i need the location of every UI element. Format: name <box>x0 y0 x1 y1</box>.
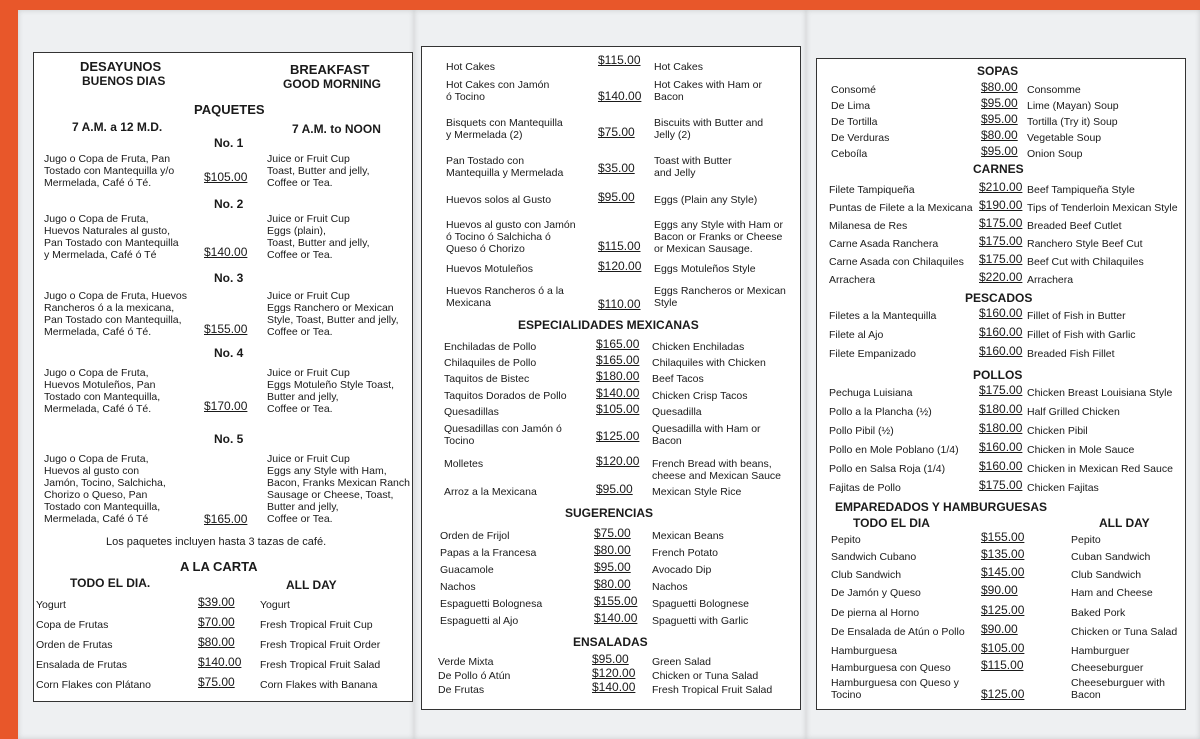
menu-item-es: Pollo en Salsa Roja (1/4) <box>829 463 946 475</box>
menu-item-es: De Jamón y Queso <box>831 587 921 599</box>
menu-item-price: $120.00 <box>598 259 642 273</box>
menu-item-es: Hamburguesa <box>831 645 897 657</box>
menu-item-en: Toast with Butter and Jelly <box>654 155 732 179</box>
menu-item-price: $180.00 <box>596 369 640 383</box>
package-desc-en: Juice or Fruit Cup Toast, Butter and jelly, Coffee or Tea. <box>267 153 370 189</box>
menu-item-es: Pan Tostado con Mantequilla y Mermelada <box>446 155 564 179</box>
package-number: No. 5 <box>214 432 244 446</box>
menu-item-en: Mexican Beans <box>652 530 724 542</box>
menu-item-en: Club Sandwich <box>1071 569 1142 581</box>
packages-note: Los paquetes incluyen hasta 3 tazas de café. <box>106 536 327 548</box>
menu-item-en: Green Salad <box>652 656 711 668</box>
package-desc-es: Jugo o Copa de Fruta, Pan Tostado con Mantequilla y/o Mermelada, Café ó Té. <box>44 153 175 189</box>
menu-item-en: Hamburguer <box>1071 645 1130 657</box>
menu-item-es: Taquitos Dorados de Pollo <box>444 390 567 402</box>
menu-item-en: Chicken in Mole Sauce <box>1027 444 1135 456</box>
carta-item-price: $75.00 <box>198 675 235 689</box>
menu-item-es: Verde Mixta <box>438 656 494 668</box>
menu-item-es: Club Sandwich <box>831 569 902 581</box>
menu-item-en: Quesadilla <box>652 406 702 418</box>
menu-item-en: Nachos <box>652 581 688 593</box>
all-day-en: ALL DAY <box>286 578 337 592</box>
package-desc-es: Jugo o Copa de Fruta, Huevos Motuleños, Pan Tostado con Mantequilla, Mermelada, Café ó Té. <box>44 367 161 415</box>
menu-item-en: Cuban Sandwich <box>1071 551 1151 563</box>
carta-item-en: Corn Flakes with Banana <box>260 679 378 691</box>
carnes-heading: CARNES <box>973 162 1024 176</box>
menu-item-price: $140.00 <box>592 680 636 694</box>
sug-heading: SUGERENCIAS <box>565 506 654 520</box>
menu-item-en: Eggs (Plain any Style) <box>654 194 758 206</box>
menu-item-price: $175.00 <box>979 383 1023 397</box>
menu-item-es: Fajitas de Pollo <box>829 482 901 494</box>
emp-heading: EMPAREDADOS Y HAMBURGUESAS <box>835 500 1048 514</box>
carta-item-en: Fresh Tropical Fruit Salad <box>260 659 381 671</box>
menu-item-en: Cheeseburguer with Bacon <box>1071 677 1165 701</box>
subtitle-es: BUENOS DIAS <box>82 74 166 88</box>
carta-item-price: $80.00 <box>198 635 235 649</box>
menu-item-en: Spaguetti Bolognese <box>652 598 749 610</box>
carta-item-en: Fresh Tropical Fruit Cup <box>260 619 373 631</box>
menu-item-en: Beef Tampiqueña Style <box>1027 184 1135 196</box>
menu-item-es: Hamburguesa con Queso <box>831 662 951 674</box>
menu-item-price: $90.00 <box>981 622 1018 636</box>
package-number: No. 3 <box>214 271 244 285</box>
menu-item-price: $160.00 <box>979 344 1023 358</box>
menu-item-es: Nachos <box>440 581 476 593</box>
menu-item-price: $80.00 <box>594 543 631 557</box>
menu-item-price: $115.00 <box>598 53 641 67</box>
menu-item-es: Pollo en Mole Poblano (1/4) <box>829 444 959 456</box>
menu-item-en: Ham and Cheese <box>1071 587 1153 599</box>
menu-item-en: Chilaquiles with Chicken <box>652 357 766 369</box>
package-price: $155.00 <box>204 322 248 336</box>
carta-item-es: Orden de Frutas <box>36 639 113 651</box>
menu-item-es: Milanesa de Res <box>829 220 908 232</box>
menu-item-price: $140.00 <box>596 386 640 400</box>
menu-item-es: Guacamole <box>440 564 494 576</box>
packages-heading: PAQUETES <box>194 102 265 117</box>
menu-item-en: Quesadilla with Ham or Bacon <box>652 423 761 447</box>
menu-item-es: Carne Asada Ranchera <box>829 238 939 250</box>
menu-item-es: Sandwich Cubano <box>831 551 917 563</box>
menu-item-es: Huevos al gusto con Jamón ó Tocino ó Salchicha ó Queso ó Chorizo <box>446 219 576 255</box>
menu-item-price: $95.00 <box>596 482 633 496</box>
pescados-heading: PESCADOS <box>965 291 1033 305</box>
menu-item-es: De pierna al Horno <box>831 607 920 619</box>
menu-item-price: $80.00 <box>981 80 1018 94</box>
package-number: No. 4 <box>214 346 244 360</box>
menu-item-price: $175.00 <box>979 216 1023 230</box>
menu-item-price: $115.00 <box>598 239 641 253</box>
menu-item-es: De Ensalada de Atún o Pollo <box>831 626 965 638</box>
menu-item-en: Fillet of Fish with Garlic <box>1027 329 1136 341</box>
menu-item-en: Consomme <box>1027 84 1081 96</box>
menu-item-en: Hot Cakes <box>654 61 704 73</box>
menu-item-price: $210.00 <box>979 180 1023 194</box>
menu-item-es: Filetes a la Mantequilla <box>829 310 937 322</box>
all-day-es: TODO EL DIA. <box>70 576 151 590</box>
title-en: BREAKFAST <box>290 62 370 77</box>
menu-item-es: Arrachera <box>829 274 876 286</box>
menu-item-price: $95.00 <box>981 112 1018 126</box>
menu-item-es: Papas a la Francesa <box>440 547 537 559</box>
menu-item-price: $120.00 <box>596 454 640 468</box>
carta-heading: A LA CARTA <box>180 559 258 574</box>
sopas-heading: SOPAS <box>977 64 1019 78</box>
menu-item-en: Chicken in Mexican Red Sauce <box>1027 463 1173 475</box>
menu-item-price: $105.00 <box>981 641 1025 655</box>
menu-item-price: $175.00 <box>979 478 1023 492</box>
menu-item-es: Arroz a la Mexicana <box>444 486 537 498</box>
package-desc-es: Jugo o Copa de Fruta, Huevos Rancheros ó a la mexicana, Pan Tostado con Mantequilla, Mermelada, Café ó Té. <box>44 290 188 338</box>
menu-item-en: Tortilla (Try it) Soup <box>1027 116 1118 128</box>
menu-item-es: Chilaquiles de Pollo <box>444 357 537 369</box>
menu-item-es: Espaguetti Bolognesa <box>440 598 543 610</box>
package-desc-en: Juice or Fruit Cup Eggs Ranchero or Mexican Style, Toast, Butter and jelly, Coffee or Tea. <box>267 290 399 338</box>
menu-item-en: Mexican Style Rice <box>652 486 742 498</box>
carta-item-price: $39.00 <box>198 595 235 609</box>
carta-item-es: Yogurt <box>36 599 66 611</box>
carta-item-es: Corn Flakes con Plátano <box>36 679 151 691</box>
menu-item-es: De Frutas <box>438 684 485 696</box>
menu-item-en: Fresh Tropical Fruit Salad <box>652 684 773 696</box>
menu-item-es: Huevos Rancheros ó a la Mexicana <box>446 285 564 309</box>
subtitle-en: GOOD MORNING <box>283 77 381 91</box>
menu-item-en: Chicken Pibil <box>1027 425 1088 437</box>
package-price: $165.00 <box>204 512 248 526</box>
package-desc-en: Juice or Fruit Cup Eggs any Style with Ham, Bacon, Franks Mexican Ranch Sausage or Cheese, Toast, Butter and jelly, Coffee or Tea. <box>267 453 410 525</box>
menu-item-en: Eggs Rancheros or Mexican Style <box>654 285 786 309</box>
menu-item-es: Pollo a la Plancha (½) <box>829 406 932 418</box>
menu-item-price: $140.00 <box>598 89 642 103</box>
menu-item-price: $95.00 <box>981 96 1018 110</box>
menu-item-en: Chicken Fajitas <box>1027 482 1099 494</box>
menu-item-price: $125.00 <box>981 603 1025 617</box>
menu-item-price: $80.00 <box>594 577 631 591</box>
menu-item-price: $155.00 <box>594 594 638 608</box>
menu-item-price: $220.00 <box>979 270 1023 284</box>
all-day-en-3: ALL DAY <box>1099 516 1150 530</box>
menu-item-price: $95.00 <box>594 560 631 574</box>
menu-item-price: $80.00 <box>981 128 1018 142</box>
package-price: $170.00 <box>204 399 248 413</box>
menu-item-en: Onion Soup <box>1027 148 1083 160</box>
menu-item-price: $160.00 <box>979 325 1023 339</box>
package-desc-en: Juice or Fruit Cup Eggs Motuleño Style Toast, Butter and jelly, Coffee or Tea. <box>267 367 395 415</box>
menu-item-price: $110.00 <box>598 297 641 311</box>
menu-item-price: $160.00 <box>979 440 1023 454</box>
menu-item-price: $35.00 <box>598 161 635 175</box>
menu-item-en: Lime (Mayan) Soup <box>1027 100 1119 112</box>
hours-es: 7 A.M. a 12 M.D. <box>72 120 163 134</box>
menu-item-es: Filete Tampiqueña <box>829 184 915 196</box>
package-desc-es: Jugo o Copa de Fruta, Huevos Naturales al gusto, Pan Tostado con Mantequilla y Mermelada, Café ó Té <box>44 213 179 261</box>
mains-panel <box>816 58 1186 710</box>
menu-item-es: Quesadillas <box>444 406 499 418</box>
menu-item-en: Cheeseburguer <box>1071 662 1144 674</box>
menu-item-price: $180.00 <box>979 421 1023 435</box>
menu-item-en: Beef Cut with Chilaquiles <box>1027 256 1144 268</box>
menu-item-en: Eggs any Style with Ham or Bacon or Franks or Cheese or Mexican Sausage. <box>654 219 783 255</box>
mex-heading: ESPECIALIDADES MEXICANAS <box>518 318 699 332</box>
menu-item-price: $155.00 <box>981 530 1025 544</box>
menu-item-es: Hamburguesa con Queso y Tocino <box>831 677 959 701</box>
menu-item-en: Breaded Beef Cutlet <box>1027 220 1122 232</box>
carta-item-price: $140.00 <box>198 655 242 669</box>
menu-item-es: Hot Cakes <box>446 61 496 73</box>
menu-item-price: $115.00 <box>981 658 1024 672</box>
menu-item-en: Spaguetti with Garlic <box>652 615 749 627</box>
menu-item-es: De Tortilla <box>831 116 878 128</box>
carta-item-es: Copa de Frutas <box>36 619 109 631</box>
menu-item-es: Pechuga Luisiana <box>829 387 913 399</box>
menu-item-price: $125.00 <box>596 429 640 443</box>
menu-item-en: Chicken Enchiladas <box>652 341 745 353</box>
title-es: DESAYUNOS <box>80 59 162 74</box>
pollos-heading: POLLOS <box>973 368 1023 382</box>
menu-item-es: Quesadillas con Jamón ó Tocino <box>444 423 562 447</box>
menu-item-es: Taquitos de Bistec <box>444 373 530 385</box>
carta-item-price: $70.00 <box>198 615 235 629</box>
menu-item-price: $95.00 <box>598 190 635 204</box>
menu-item-en: French Potato <box>652 547 718 559</box>
menu-item-price: $135.00 <box>981 547 1025 561</box>
menu-item-en: Breaded Fish Fillet <box>1027 348 1115 360</box>
all-day-es-3: TODO EL DIA <box>853 516 930 530</box>
package-price: $105.00 <box>204 170 248 184</box>
menu-item-es: Molletes <box>444 458 484 470</box>
menu-item-es: Consomé <box>831 84 876 96</box>
menu-item-price: $105.00 <box>596 402 640 416</box>
menu-item-price: $175.00 <box>979 234 1023 248</box>
menu-item-es: De Lima <box>831 100 871 112</box>
menu-item-price: $75.00 <box>598 125 635 139</box>
menu-item-en: Eggs Motuleños Style <box>654 263 756 275</box>
menu-item-price: $125.00 <box>981 687 1025 701</box>
menu-item-en: Half Grilled Chicken <box>1027 406 1120 418</box>
menu-item-price: $160.00 <box>979 459 1023 473</box>
menu-item-en: Biscuits with Butter and Jelly (2) <box>654 117 764 141</box>
menu-item-price: $175.00 <box>979 252 1023 266</box>
hours-en: 7 A.M. to NOON <box>292 122 381 136</box>
menu-item-en: Chicken or Tuna Salad <box>1071 626 1178 638</box>
menu-item-price: $75.00 <box>594 526 631 540</box>
menu-item-es: Pollo Pibil (½) <box>829 425 894 437</box>
menu-item-es: Filete al Ajo <box>829 329 884 341</box>
menu-item-price: $190.00 <box>979 198 1023 212</box>
menu-item-en: Chicken or Tuna Salad <box>652 670 759 682</box>
menu-item-es: Ceboíla <box>831 148 868 160</box>
menu-item-es: De Pollo ó Atún <box>438 670 511 682</box>
package-number: No. 2 <box>214 197 244 211</box>
menu-item-price: $165.00 <box>596 353 640 367</box>
package-desc-en: Juice or Fruit Cup Eggs (plain), Toast, Butter and jelly, Coffee or Tea. <box>267 213 370 261</box>
menu-item-en: Vegetable Soup <box>1027 132 1102 144</box>
menu-item-es: Bisquets con Mantequilla y Mermelada (2) <box>446 117 563 141</box>
menu-item-es: Orden de Frijol <box>440 530 510 542</box>
menu-item-price: $145.00 <box>981 565 1025 579</box>
menu-item-en: Avocado Dip <box>652 564 712 576</box>
menu-item-price: $95.00 <box>981 144 1018 158</box>
menu-item-en: Tips of Tenderloin Mexican Style <box>1027 202 1178 214</box>
menu-item-en: Beef Tacos <box>652 373 704 385</box>
menu-item-es: Espaguetti al Ajo <box>440 615 519 627</box>
menu-item-es: Huevos Motuleños <box>446 263 533 275</box>
menu-item-es: Puntas de Filete a la Mexicana <box>829 202 973 214</box>
breakfast-panel <box>33 52 413 702</box>
package-number: No. 1 <box>214 136 244 150</box>
carta-item-es: Ensalada de Frutas <box>36 659 128 671</box>
menu-item-price: $120.00 <box>592 666 636 680</box>
menu-item-es: De Verduras <box>831 132 890 144</box>
menu-item-es: Huevos solos al Gusto <box>446 194 552 206</box>
menu-item-en: Chicken Breast Louisiana Style <box>1027 387 1173 399</box>
menu-item-en: Arrachera <box>1027 274 1074 286</box>
menu-item-price: $165.00 <box>596 337 640 351</box>
menu-item-en: Chicken Crisp Tacos <box>652 390 748 402</box>
carta-item-en: Yogurt <box>260 599 290 611</box>
mexican-panel <box>421 46 801 710</box>
menu-item-en: French Bread with beans, cheese and Mexican Sauce <box>652 458 781 482</box>
menu-item-en: Pepito <box>1071 534 1101 546</box>
menu-item-en: Baked Pork <box>1071 607 1126 619</box>
menu-item-price: $95.00 <box>592 652 629 666</box>
package-price: $140.00 <box>204 245 248 259</box>
menu-item-price: $90.00 <box>981 583 1018 597</box>
menu-item-es: Pepito <box>831 534 861 546</box>
menu-item-price: $160.00 <box>979 306 1023 320</box>
menu-item-es: Hot Cakes con Jamón ó Tocino <box>446 79 550 103</box>
package-desc-es: Jugo o Copa de Fruta, Huevos al gusto con Jamón, Tocino, Salchicha, Chorizo o Queso, Pan Tostado con Mantequilla, Mermelada, Café ó Té <box>44 453 166 525</box>
menu-item-es: Carne Asada con Chilaquiles <box>829 256 964 268</box>
menu-item-en: Fillet of Fish in Butter <box>1027 310 1126 322</box>
menu-item-es: Enchiladas de Pollo <box>444 341 537 353</box>
menu-item-price: $140.00 <box>594 611 638 625</box>
menu-item-en: Hot Cakes with Ham or Bacon <box>654 79 762 103</box>
carta-item-en: Fresh Tropical Fruit Order <box>260 639 381 651</box>
menu-item-es: Filete Empanizado <box>829 348 916 360</box>
menu-item-en: Ranchero Style Beef Cut <box>1027 238 1143 250</box>
ens-heading: ENSALADAS <box>573 635 648 649</box>
menu-item-price: $180.00 <box>979 402 1023 416</box>
